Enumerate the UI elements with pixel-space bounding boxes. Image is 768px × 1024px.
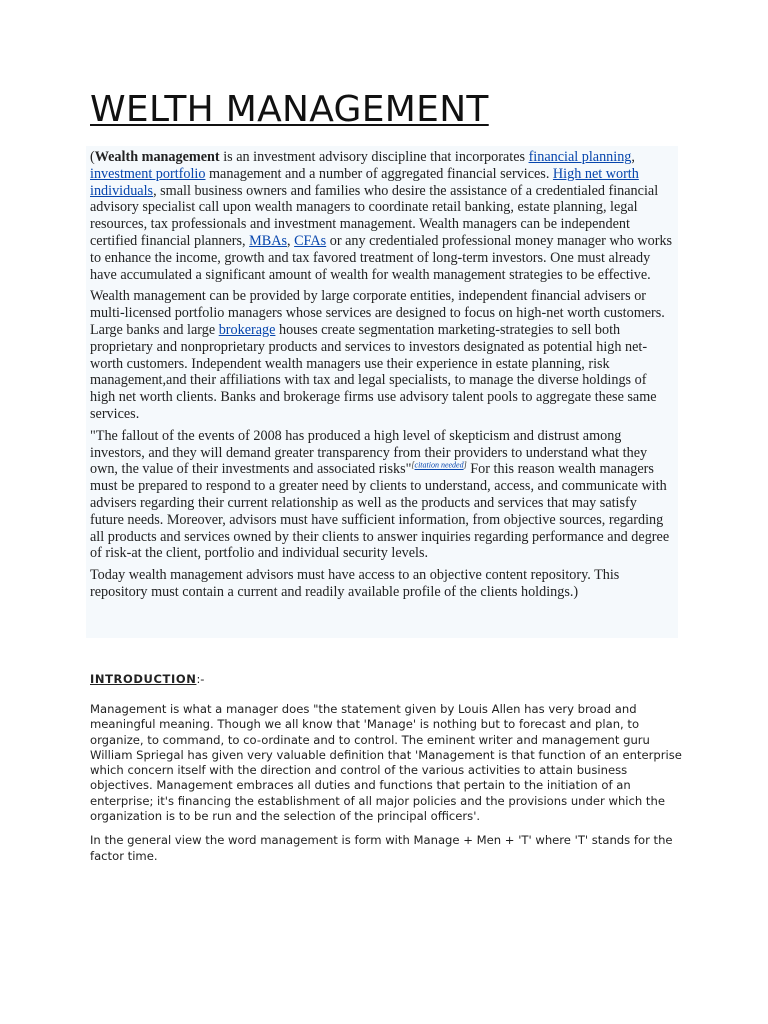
citation-needed-note: [411, 461, 466, 470]
excerpt-paragraph-1: [90, 149, 678, 283]
citation-open: [: [411, 460, 415, 470]
text: ,: [631, 149, 635, 165]
introduction-body: [90, 702, 682, 873]
document-title: WELTH MANAGEMENT: [90, 89, 489, 130]
excerpt-paragraph-4: Today wealth management advisors must have access to an objective content repository. This repository must contain a current and readily available profile of the clients holdings.): [90, 567, 620, 600]
excerpt-paragraph-2: [90, 288, 678, 422]
link-high-net-worth-individuals[interactable]: High net worth individuals: [90, 165, 639, 199]
text: is an investment advisory discipline that incorporates: [219, 149, 529, 165]
open-paren: (: [90, 149, 95, 165]
link-citation-needed[interactable]: citation needed: [414, 460, 464, 470]
introduction-paragraph-2: In the general view the word management is form with Manage + Men + 'T' where 'T' stands for the factor time.: [90, 833, 673, 863]
link-mbas[interactable]: MBAs: [249, 232, 287, 249]
text: or any credentialed professional money manager who works to enhance the income, growth and tax favored treatment of long-term investors. One must already have accumulated a significant amount of wealth for wealth management strategies to be effective.: [90, 232, 673, 283]
introduction-paragraph-1: Management is what a manager does "the statement given by Louis Allen has very broad and meaningful meaning. Though we all know that 'Manage' is nothing but to forecast and plan, to organize, to command, to co-ordinate and to control. The eminent writer and management guru William Spriegal has given very valuable definition that 'Management is that function of an enterprise which concern itself with the direction and control of the various activities to attain business objectives. Management embraces all duties and functions that pertain to the initiation of an enterprise; it's financing the establishment of all major policies and the provisions under which the organization is to be run and the selection of the principal officers'.: [90, 702, 682, 824]
link-investment-portfolio[interactable]: investment portfolio: [90, 165, 206, 182]
quoted-excerpt: [86, 146, 678, 638]
introduction-heading-suffix: :-: [196, 672, 205, 686]
introduction-heading: [90, 672, 204, 686]
text: , small business owners and families who desire the assistance of a credentialed financial advisory specialist call upon wealth managers to coordinate retail banking, estate planning, legal resources, tax professionals and investment management. Wealth managers can be independent certified financial planners,: [90, 182, 659, 249]
excerpt-paragraph-3: [90, 428, 678, 562]
bold-term: Wealth management: [94, 149, 220, 165]
text: "The fallout of the events of 2008 has produced a high level of skepticism and distrust among investors, and they will demand greater transparency from their providers to understand what they own, the value of their investments and associated risks": [90, 427, 648, 478]
text: management and a number of aggregated financial services.: [205, 165, 553, 182]
text: houses create segmentation marketing-strategies to sell both proprietary and nonproprietary products and services to investors designated as potential high net-worth customers. Independent wealth managers use their experience in estate planning, risk management,and their affiliations with tax and legal specialists, to manage the diverse holdings of high net worth clients. Banks and brokerage firms use advisory talent pools to aggregate these same services.: [90, 321, 657, 422]
text: Wealth management can be provided by large corporate entities, independent financial advisers or multi-licensed portfolio managers whose services are designed to focus on high-net worth customers. Large banks and large: [90, 288, 665, 338]
link-brokerage[interactable]: brokerage: [218, 321, 276, 338]
introduction-heading-label: INTRODUCTION: [90, 672, 197, 686]
citation-close: ]: [463, 460, 467, 470]
link-cfas[interactable]: CFAs: [294, 232, 327, 249]
link-financial-planning[interactable]: financial planning: [528, 149, 632, 165]
text: ,: [287, 232, 295, 249]
text: For this reason wealth managers must be prepared to respond to a greater need by clients to understand, access, and communicate with advisers regarding their current relationship as well as the products and services that may satisfy future needs. Moreover, advisors must have sufficient information, from objective sources, regarding all products and services owned by their clients to answer inquiries regarding performance and degree of risk-at the client, portfolio and individual security levels.: [90, 461, 670, 562]
